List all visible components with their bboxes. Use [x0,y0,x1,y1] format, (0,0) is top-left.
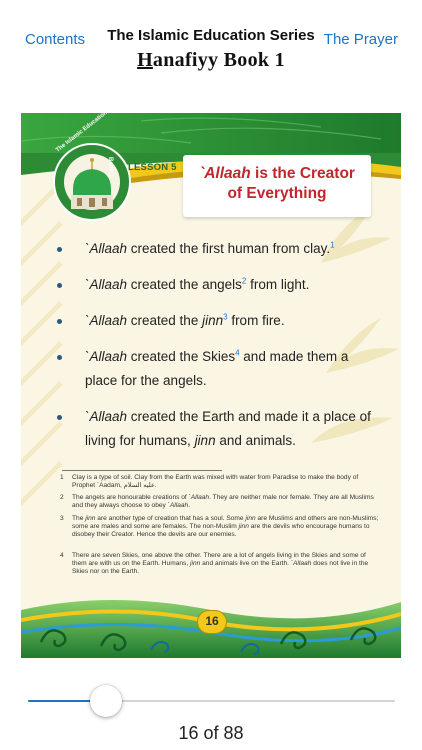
series-title: The Islamic Education Series [107,27,315,44]
book-title [0,49,422,72]
list-item: `Allaah created the jinn$^3$ from fire. [57,309,377,333]
next-chapter-button[interactable]: The Prayer [323,31,398,48]
list-item: `Allaah created the angels$^2$ from light. [57,273,377,297]
lesson-label: LESSON 5 [128,162,177,173]
list-item: `Allaah created the Skies$^4$ and made them a place for the angels. [57,345,377,393]
footnote-ref: 1 [330,240,335,250]
page-counter: 16 of 88 [178,723,244,743]
bullet-icon [57,319,62,324]
slider-thumb[interactable] [90,685,122,717]
bullet-icon [57,283,62,288]
book-title-rest: anafiyy Book 1 [152,49,285,71]
lesson-title-card [183,155,371,217]
footnote-ref: 2 [241,276,247,286]
lesson-title-italic: `Allaah [199,165,251,182]
list-item: `Allaah created the Earth and made it a place of living for humans, jinn and animals. [57,405,377,453]
mosque-badge-icon [51,141,133,223]
bullet-icon [57,247,62,252]
contents-button[interactable]: Contents [25,31,86,48]
book-page[interactable] [21,113,401,658]
lesson-title-line-2: of Everything [227,185,327,202]
slider-track-fill [28,700,94,702]
footnote: 1 Clay is a type of soil. Clay from the Earth was mixed with water from Paradise to make the body of Prophet `Aadam, عليه السلام. [60,474,359,490]
list-item: `Allaah created the first human from clay.$^1$ [57,237,377,261]
footnote-ref: 3 [223,312,228,322]
footnote: 3 The jinn are another type of creation that has a soul. Some jinn are Muslims and others are non-Muslims; some are males and some are females. The non-Muslim jinn are the devils who encourage humans to disobey their Creator. Hence the devils are our enemies. [60,515,379,539]
bullet-icon [57,415,62,420]
page-slider[interactable] [28,684,395,718]
footnote: 2 The angels are honourable creations of `Allaah. They are neither male nor female. They are all Muslims and they always choose to obey `Allaah. [60,494,374,510]
lesson-title-rest: is the Creator [250,165,355,182]
bullet-icon [57,355,62,360]
lesson-title-line-1 [183,165,371,183]
page-number-badge: 16 [197,610,227,634]
footnote: 4 There are seven Skies, one above the other. There are a lot of angels living in the Skies and some of them are with us on the Earth. Humans, jinn and animals live on the Earth. `Allaah does not live in the Skies nor on the Earth. [60,552,369,576]
book-title-first-letter: H [137,49,153,71]
footnote-ref: 4 [235,348,240,358]
top-navigation-bar [0,0,422,80]
footnote-divider [62,470,222,471]
book-tag: Book 1 [107,157,113,178]
